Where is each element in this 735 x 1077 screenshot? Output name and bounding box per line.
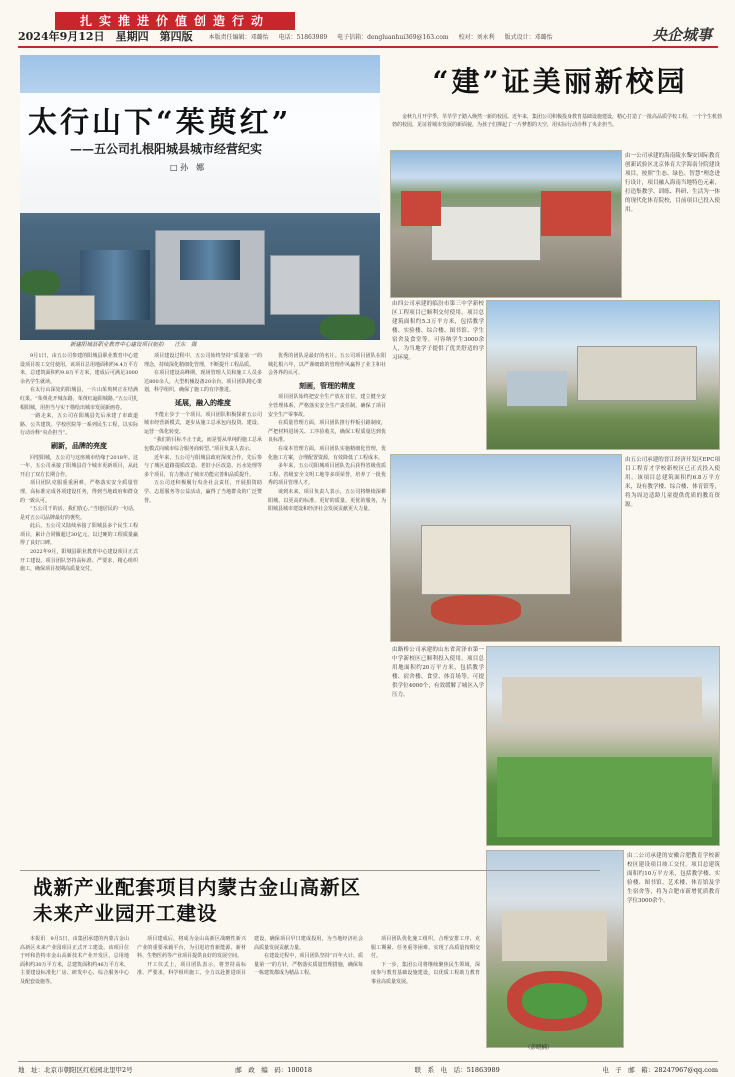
section-heading: 刻画，管理的精度 <box>299 380 355 390</box>
photo-caption-2: 由四公司承建的临汾市第三中学新校区工程项目已顺利交付使用。项目总建筑面积约5.3万平方米，包括教学楼、实验楼、综合楼、图书馆、学生宿舍及食堂等，可容纳学生3000余人，为当地学子提供了优美舒适的学习环境。 <box>392 301 484 361</box>
photo-track <box>431 595 521 625</box>
photo-building <box>35 295 95 330</box>
right-intro <box>392 113 722 147</box>
paragraph: 在项目建设高峰期，现场管理人员和施工人员多达800余人，大型机械设备20余台。项目团队精心策划，科学组织，确保了施工的有序推进。 <box>144 370 262 394</box>
photo-building <box>180 240 240 280</box>
paragraph: 多年来，五公司阳城项目团队先后获得省级优质工程、省级安全文明工地等多项荣誉，培养了一批优秀的项目管理人才。 <box>268 463 386 487</box>
editor-label: 本版责任编辑：邓璐怡 <box>208 33 269 41</box>
byline-author: 孙 娜 <box>180 163 205 172</box>
photo-field <box>522 983 587 1019</box>
paragraph: 开工仪式上，项目团队表示，将坚持高标准、严要求，科学组织施工，全力以赴推进项目建设，确保项目早日建成投用，为当地经济社会高质量发展贡献力量。 <box>137 936 363 977</box>
photo-caption-3: 由五公司承建的晋江经济开发区EPC项目工程育才学校新校区已正式投入使用。该项目总建筑面积约6.8万平方米，设有教学楼、综合楼、体育馆等，将为周边适龄儿童提供优质的教育资源。 <box>625 457 720 508</box>
paragraph: 项目团队克服重重困难，严格落实安全质量管理，高标准完成各项建设任务，得到当地政府和群众的一致认可。 <box>20 480 138 504</box>
section-heading: 延展，融入的维度 <box>175 397 231 407</box>
photo-tree <box>320 315 375 340</box>
masthead-logo: 央企城事 <box>651 26 712 44</box>
hero-photo-area <box>20 55 380 340</box>
paragraph: 回望阳城，五公司与这座城市结缘于2018年。这一年，五公司承接了阳城县首个城市更新项目，从此开启了双方长期合作。 <box>20 454 138 478</box>
design-label: 版式设计：邓璐怡 <box>504 33 553 41</box>
school-photo-1 <box>390 150 622 298</box>
photo-building <box>507 371 567 406</box>
hero-caption: 新建阳城县职业教育中心建设项目航拍 汪东 摄 <box>70 342 197 348</box>
photo-building <box>502 677 702 722</box>
paragraph: 近年来，五公司与阳城县政府深度合作，先后参与了城区道路提质改造、老旧小区改造、污水处理等多个项目，有力推动了城市功能完善和品质提升。 <box>144 454 262 478</box>
paragraph: 五公司还积极履行央企社会责任，开展捐资助学、志愿服务等公益活动，赢得了当地群众的广泛赞誉。 <box>144 480 262 504</box>
footer-phone: 联 系 电 话：51863989 <box>414 1066 500 1074</box>
photo-building <box>421 525 571 595</box>
photo-building <box>502 911 607 961</box>
paragraph: 本报讯 9月5日，由集团承建的内蒙古金山高新区未来产业园项目正式开工建设。该项目位于呼和浩特市金山高新技术产业开发区，总用地面积约30万平方米，总建筑面积约46万平方米，主要建设标准化厂房、研发中心、综合服务中心及配套设施等。 <box>20 936 129 985</box>
section-heading: 刷新，品牌的亮度 <box>51 440 107 450</box>
photo-caption-1: 由一公司承建的海南陵水黎安国际教育创新试验区北京体育大学海南分院建设项目，按照“生态、绿色、智慧”理念进行设计，项目融入海南当地特色元素，打造集教学、训练、科研、生活为一体的现代化体育院校，目前项目已投入使用。 <box>625 153 720 213</box>
email-label: 电子信箱：dengluanhui369@163.com <box>337 33 449 41</box>
article-author: （彭晓楠） <box>525 1045 553 1051</box>
slogan-band: 扎实推进价值创造行动 <box>55 12 295 30</box>
proof-label: 校对：刘永利 <box>458 33 495 41</box>
paragraph: “我们的目标不止于此，而是要从单纯的施工总承包模式向城市综合服务商转型。”项目负责人表示。 <box>144 437 262 452</box>
bottom-article-body <box>20 935 480 1040</box>
paragraph: 项目建设过程中，五公司始终坚持“质量第一”的理念，持续深化精细化管理，不断提升工程品质。 <box>144 353 262 368</box>
paragraph: 谈到未来，项目负责人表示，五公司将继续深耕阳城，以更高的标准、更好的质量、更优的服务，为阳城县城市建设和经济社会发展贡献更大力量。 <box>268 488 386 513</box>
paragraph: 项目团队优化施工组织，合理安排工序，克服工期紧、任务重等困难，实现了高质量按期交付。 <box>371 936 480 960</box>
feature-subtitle: ——五公司扎根阳城县城市经营纪实 <box>70 142 263 156</box>
paragraph: 在太行山深处的阳城县，一片山茱萸树正在结满红果。“茱萸花开城东路，茱萸红遍阳城路。”五公司扎根阳城，用担当与实干描绘出城市发展新画卷。 <box>20 387 138 411</box>
phone-label: 电话：51863989 <box>278 33 328 41</box>
photo-building <box>401 191 441 226</box>
article-column-3 <box>268 352 386 864</box>
paragraph: 此后，五公司又陆续承接了阳城县多个民生工程项目，累计合同额超过30亿元，以过硬的工程质量赢得了良好口碑。 <box>20 523 138 547</box>
paragraph: 在建设过程中，项目团队坚持“百年大计、质量第一”的方针，严格落实质量管理措施，确保每一栋建筑都成为精品工程。 <box>254 953 363 977</box>
photo-building <box>541 191 611 236</box>
paragraph: 优秀的团队是最好的名片。五公司项目团队在阳城扎根六年，以严谨细致的管理作风赢得了业主和社会各界的认可。 <box>268 353 386 377</box>
paragraph: 9月1日，由五公司参建的阳城县职业教育中心建设项目竣工交付使用。该项目总用地面积约4.4万平方米，总建筑面积约9.8万平方米，建成后可满足3000余名学生就读。 <box>20 353 138 385</box>
photo-sports-field <box>497 757 712 837</box>
paragraph: “五公司干的活，我们放心。”当地居民的一句话，是对五公司品牌最好的褒奖。 <box>20 506 138 521</box>
paragraph: 2022年9月，阳城县职业教育中心建设项目正式开工建设。项目团队坚持高标准、严要求，精心组织施工，确保项目按期高质量交付。 <box>20 549 138 573</box>
article-column-1 <box>20 352 138 864</box>
photo-building <box>577 346 697 401</box>
photo-building <box>270 255 360 315</box>
paragraph: 下一步，集团公司将继续聚焦民生领域，深度参与教育基础设施建设，以优质工程助力教育事业高质量发展。 <box>371 961 480 985</box>
footer-postcode: 邮 政 编 码：100018 <box>235 1066 313 1074</box>
footer-email: 电 子 邮 箱：28247967@qq.com <box>602 1066 718 1074</box>
right-feature-title: “建”证美丽新校园 <box>432 65 688 98</box>
school-photo-3 <box>390 454 622 642</box>
school-photo-2 <box>486 300 720 450</box>
photo-caption-4: 由路桥公司承建的山东省菏泽市第一中学新校区已顺利投入使用。项目总用地面积约20万平方米，包括教学楼、宿舍楼、食堂、体育场等，可提供学位4000个，有效缓解了城区入学压力。 <box>392 647 484 698</box>
page-header <box>18 28 718 44</box>
bottom-article-title: 战新产业配套项目内蒙古金山高新区未来产业园开工建设 <box>33 876 362 925</box>
photo-building <box>431 206 541 261</box>
paragraph: 在成本管理方面，项目团队实施精细化管理，优化施工方案，合理配置资源，有效降低了工程成本。 <box>268 445 386 461</box>
footer-address: 地 址：北京市朝阳区红松园北里甲2号 <box>18 1066 133 1074</box>
paragraph: 不能止步于一个项目。项目团队积极探索五公司城市经营新模式，逐步从施工总承包向投资、建设、运营一体化转变。 <box>144 411 262 435</box>
paragraph: 项目建成后，将成为金山高新区战略性新兴产业的重要承载平台，为引进培育新能源、新材料、生物医药等产业项目提供良好的发展空间。 <box>137 936 246 960</box>
issue-date: 2024年9月12日 星期四 第四版 <box>18 30 193 43</box>
page-footer <box>18 1061 718 1073</box>
school-photo-5 <box>486 850 624 1048</box>
paragraph: 一路走来，五公司在阳城县先后承建了市政道路、公共建筑、学校医院等一系列民生工程，以实际行动诠释“央企担当”。 <box>20 413 138 437</box>
paragraph: 项目团队始终把安全生产放在首位，建立健全安全管理体系，严格落实安全生产责任制，确保了项目安全生产零事故。 <box>268 394 386 418</box>
paragraph: 金秋九月开学季，莘莘学子踏入焕然一新的校园。近年来，集团公司积极投身教育基础设施建设，精心打造了一批高品质学校工程，一个个生机勃勃的校园，见证着城市发展的新面貌，为孩子们撑起了一片梦想的天空，用实际行动诠释了央企担当。 <box>392 114 722 128</box>
school-photo-4 <box>486 646 720 846</box>
article-column-2 <box>144 352 262 864</box>
photo-caption-5: 由二公司承建的安徽合肥教育学校新校区建设项目竣工交付。项目总建筑面积约10万平方米，包括教学楼、实验楼、图书馆、艺术楼、体育馆及学生宿舍等，将为合肥市新增优质教育学位3000余个。 <box>627 853 720 904</box>
feature-byline: □ 孙 娜 <box>170 163 205 172</box>
photo-tree <box>20 270 60 295</box>
paragraph: 在质量管理方面，项目团队推行样板引路制度，严把材料进场关、工序验收关，确保工程质量达到优良标准。 <box>268 420 386 444</box>
section-divider <box>20 870 600 871</box>
header-rule <box>18 46 718 48</box>
feature-title: 太行山下“茱萸红” <box>28 105 292 139</box>
